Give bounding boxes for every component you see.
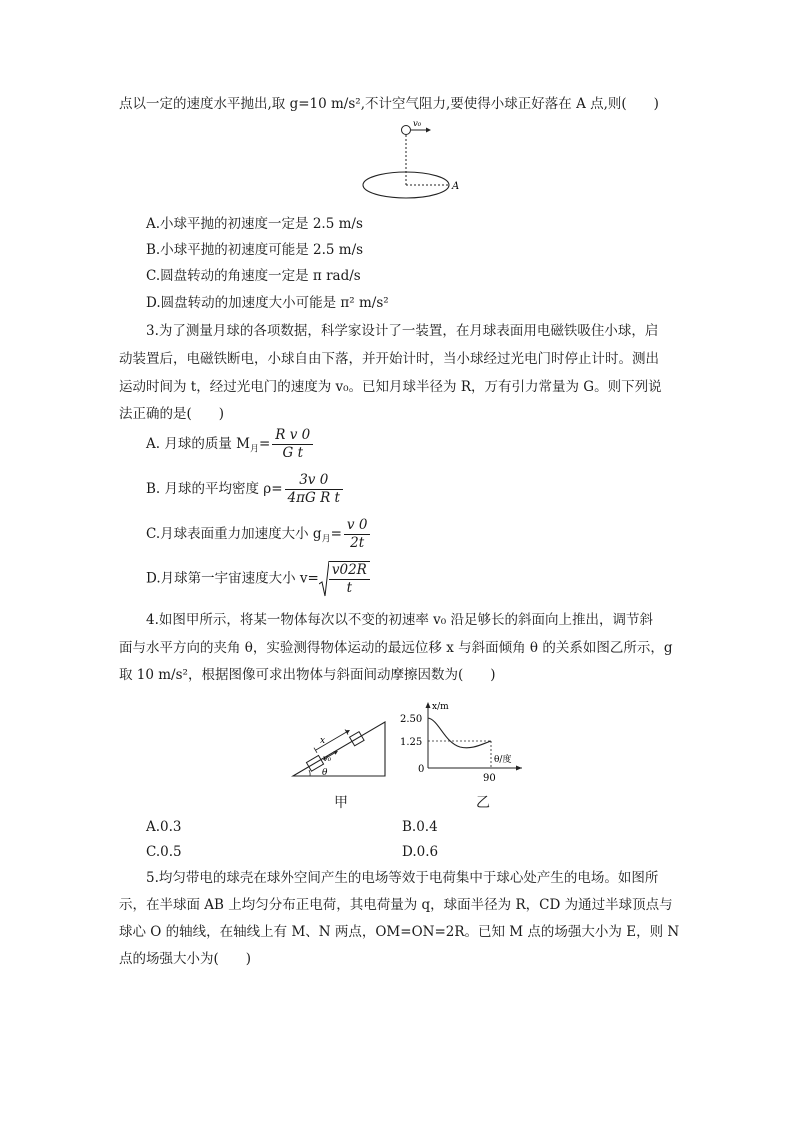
v0-label: v₀ — [413, 119, 422, 129]
x-label: x — [320, 736, 326, 746]
q3-option-c: C.月球表面重力加速度大小 $g_月=$ $\frac{v 0}{2t}$ — [146, 517, 372, 552]
q4-stem-line-3: 取 10 m/s²，根据图像可求出物体与斜面间动摩擦因数为( ) — [119, 667, 496, 683]
q2-option-d: D.圆盘转动的加速度大小可能是 π² m/s² — [146, 295, 389, 311]
y-tick-top: 2.50 — [400, 714, 423, 725]
incline-figure — [290, 710, 390, 782]
y-axis-label: x/m — [432, 702, 449, 712]
q4-stem-line-2: 面与水平方向的夹角 θ，实验测得物体运动的最远位移 x 与斜面倾角 θ 的关系如图乙所示，g — [119, 640, 673, 656]
q4-option-d: D.0.6 — [402, 844, 439, 860]
q2-disk-figure — [356, 118, 468, 200]
q4-option-b: B.0.4 — [402, 819, 438, 835]
x-axis-label: θ/度 — [494, 755, 512, 765]
y-tick-mid: 1.25 — [400, 737, 423, 748]
q2-option-c: C.圆盘转动的角速度一定是 π rad/s — [146, 268, 361, 284]
q4-option-a: A.0.3 — [146, 819, 182, 835]
q5-stem-line-2: 示，在半球面 AB 上均匀分布正电荷，其电荷量为 q，球面半径为 R，CD 为通过半球顶点与 — [119, 897, 673, 913]
x-theta-curve — [428, 718, 491, 748]
q2-option-b: B.小球平抛的初速度可能是 2.5 m/s — [146, 242, 364, 258]
q3-option-a: A. 月球的质量 $M_月=$ $\frac{\text{R v 0}}{\text{G t}}$ — [146, 427, 315, 462]
q4-option-c: C.0.5 — [146, 844, 182, 860]
theta-label: θ — [322, 768, 328, 778]
caption-yi: 乙 — [476, 795, 490, 811]
q4-stem-line-1: 4.如图甲所示，将某一物体每次以不变的初速率 v₀ 沿足够长的斜面向上推出，调节斜 — [146, 612, 654, 628]
v0-label: v₀ — [323, 754, 332, 764]
q3-option-b: B. 月球的平均密度 ρ= $\frac{3v 0}{\text{4πG R t}}$ — [146, 472, 345, 507]
point-a-label: A — [452, 181, 460, 192]
x-tick-90: 90 — [483, 773, 496, 784]
q3-stem-line-3: 运动时间为 t，经过光电门的速度为 v₀。已知月球半径为 R，万有引力常量为 G。则下列说 — [119, 379, 662, 395]
q5-stem-line-1: 5.均匀带电的球壳在球外空间产生的电场等效于电荷集中于球心处产生的电场。如图所 — [146, 870, 659, 886]
q2-option-a: A.小球平抛的初速度一定是 2.5 m/s — [146, 216, 363, 232]
q2-stem-line: 点以一定的速度水平抛出,取 g=10 m/s²,不计空气阻力,要使得小球正好落在 A 点,则( ) — [119, 96, 659, 112]
sqrt-symbol: $\frac{v02R}{t}$ — [319, 560, 372, 598]
caption-jia: 甲 — [334, 795, 348, 811]
q3-option-d: D.月球第一宇宙速度大小 v= $\frac{v02R}{t}$ — [146, 560, 372, 598]
x-theta-graph — [394, 700, 524, 786]
y-tick-zero: 0 — [418, 764, 425, 775]
q3-stem-line-4: 法正确的是( ) — [119, 406, 225, 422]
q3-stem-line-2: 动装置后，电磁铁断电，小球自由下落，并开始计时，当小球经过光电门时停止计时。测出 — [119, 351, 659, 367]
q3-stem-line-1: 3.为了测量月球的各项数据，科学家设计了一装置，在月球表面用电磁铁吸住小球，启 — [146, 323, 659, 339]
q5-stem-line-4: 点的场强大小为( ) — [119, 951, 252, 967]
q5-stem-line-3: 球心 O 的轴线，在轴线上有 M、N 两点，OM=ON=2R。已知 M 点的场强大小为 E，则 N — [119, 924, 680, 940]
